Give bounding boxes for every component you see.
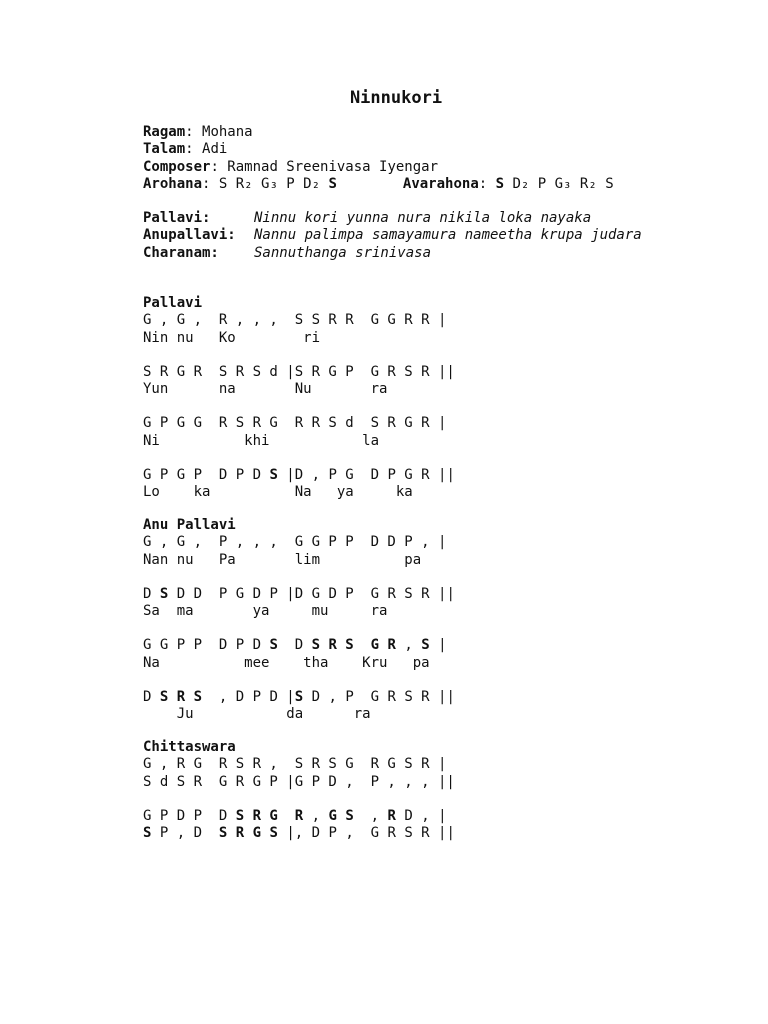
talam-value: Adi — [202, 141, 228, 158]
composer-label: Composer — [143, 158, 211, 175]
notation-line — [143, 586, 743, 603]
lyric-label: Pallavi: — [143, 210, 211, 226]
bold-swara: S R S — [311, 637, 354, 654]
notation-line — [143, 534, 743, 551]
bold-swara: G S — [328, 807, 354, 824]
talam-row: Talam: Adi — [143, 141, 228, 158]
section-heading: Anu Pallavi — [143, 517, 236, 533]
bold-swara: R — [387, 807, 396, 824]
notation-line — [143, 552, 743, 569]
lyric-text: Sannuthanga srinivasa — [254, 244, 432, 261]
composer-value: Ramnad Sreenivasa Iyengar — [227, 158, 439, 175]
notation-text: S d S R G R G P |G P D , P , , , || — [143, 773, 455, 790]
notation-text: Na mee tha Kru pa — [143, 654, 430, 671]
notation-text: | — [429, 637, 447, 654]
bold-swara: S — [294, 689, 304, 706]
notation-line — [143, 825, 743, 842]
bold-swara: S R G — [235, 807, 278, 824]
bold-swara: S — [269, 637, 278, 654]
notation-line — [143, 364, 743, 381]
notation-text: Yun na Nu ra — [143, 381, 388, 398]
bold-swara: S — [421, 637, 430, 654]
notation-text: Ni khi la — [143, 432, 380, 449]
lyric-label: Anupallavi: — [143, 227, 236, 244]
notation-line — [143, 381, 743, 398]
notation-text — [278, 808, 295, 824]
notation-line — [143, 467, 743, 484]
notation-text: P , D — [151, 825, 219, 842]
notation-line — [143, 433, 743, 450]
notation-line — [143, 655, 743, 672]
lyric-row — [143, 227, 642, 244]
group-spacer — [143, 791, 743, 808]
arohana-upper-sa: S — [328, 175, 337, 192]
notation-line — [143, 689, 743, 706]
ragam-label: Ragam — [143, 124, 186, 140]
notation-text: G G P P D P D — [143, 637, 270, 654]
arohana-label: Arohana — [143, 175, 203, 192]
notation-text: D D P G D P |D G D P G R S R || — [168, 585, 455, 602]
group-spacer — [143, 450, 743, 467]
notation-line — [143, 415, 743, 432]
bold-swara: S R G S — [218, 825, 278, 842]
notation-text: Nin nu Ko ri — [143, 329, 321, 346]
notation-text: D — [277, 637, 312, 654]
notation-line — [143, 774, 743, 791]
lyric-text: Nannu palimpa samayamura nameetha krupa judara — [254, 227, 642, 244]
notation-section — [143, 295, 743, 502]
notation-text: Lo ka Na ya ka — [143, 484, 413, 501]
notation-text: D — [143, 585, 160, 602]
notation-text — [354, 637, 371, 653]
lyric-label: Charanam: — [143, 244, 219, 261]
notation-text: , — [395, 637, 422, 654]
notation-line — [143, 706, 743, 723]
bold-swara: G R — [370, 637, 396, 654]
bold-swara: S — [269, 467, 278, 484]
lyric-row — [143, 245, 642, 262]
notation-line — [143, 603, 743, 620]
notation-text: , D P D | — [202, 689, 295, 706]
composer-row: Composer: Ramnad Sreenivasa Iyengar — [143, 158, 439, 175]
notation-line — [143, 312, 743, 329]
notation-text: , — [303, 807, 329, 824]
avarahona-upper-sa: S — [495, 175, 505, 192]
notation-text: , — [353, 807, 388, 824]
page-title: Ninnukori — [349, 88, 443, 108]
group-spacer — [143, 347, 743, 364]
group-spacer — [143, 620, 743, 637]
lyrics-summary — [143, 210, 642, 262]
notation-text: |D , P G D P G R || — [277, 467, 455, 484]
bold-swara: S — [159, 585, 169, 602]
notation-text: D , P G R S R || — [303, 689, 455, 706]
notation-section — [143, 739, 743, 842]
ragam-row: Ragam: Mohana — [143, 124, 253, 140]
talam-label: Talam — [143, 141, 186, 158]
notation-text: G , G , R , , , S S R R G G R R | — [143, 312, 447, 329]
bold-swara: S R S — [159, 689, 203, 706]
lyric-text: Ninnu kori yunna nura nikila loka nayaka — [254, 210, 592, 226]
scale-row: Arohana: S R₂ G₃ P D₂ S Avarahona: S D₂ P G₃ R₂ S — [143, 175, 614, 192]
group-spacer — [143, 398, 743, 415]
raga-details — [143, 124, 614, 193]
notation-text: G , G , P , , , G G P P D D P , | — [143, 534, 447, 551]
lyric-row — [143, 210, 642, 227]
group-spacer — [143, 672, 743, 689]
bold-swara: S — [143, 825, 152, 842]
avarahona-label: Avarahona — [402, 175, 479, 192]
section-heading: Pallavi — [143, 295, 203, 311]
notation-text: Ju da ra — [143, 706, 371, 723]
section-heading: Chittaswara — [143, 739, 236, 755]
group-spacer — [143, 569, 743, 586]
notation-line — [143, 756, 743, 773]
ragam-value: Mohana — [202, 124, 253, 140]
notation-line — [143, 484, 743, 501]
notation-text: Sa ma ya mu ra — [143, 603, 388, 620]
notation-section — [143, 517, 743, 724]
notation-text: G P D P D — [143, 807, 236, 824]
notation-text: D , | — [395, 807, 447, 824]
notation-text: Nan nu Pa lim pa — [143, 551, 422, 568]
notation-text: G P G G R S R G R R S d S R G R | — [143, 415, 447, 432]
notation-line — [143, 330, 743, 347]
notation-text: |, D P , G R S R || — [277, 825, 455, 842]
notation-text: S R G R S R S d |S R G P G R S R || — [143, 363, 455, 380]
arohana-value: S R₂ G₃ P D₂ — [218, 175, 329, 192]
notation-line — [143, 808, 743, 825]
notation-line — [143, 637, 743, 654]
bold-swara: R — [294, 807, 304, 824]
notation-text: D — [143, 689, 160, 706]
notation-text: G , R G R S R , S R S G R G S R | — [143, 756, 447, 773]
avarahona-value: D₂ P G₃ R₂ S — [504, 175, 614, 192]
notation-text: G P G P D P D — [143, 467, 270, 484]
